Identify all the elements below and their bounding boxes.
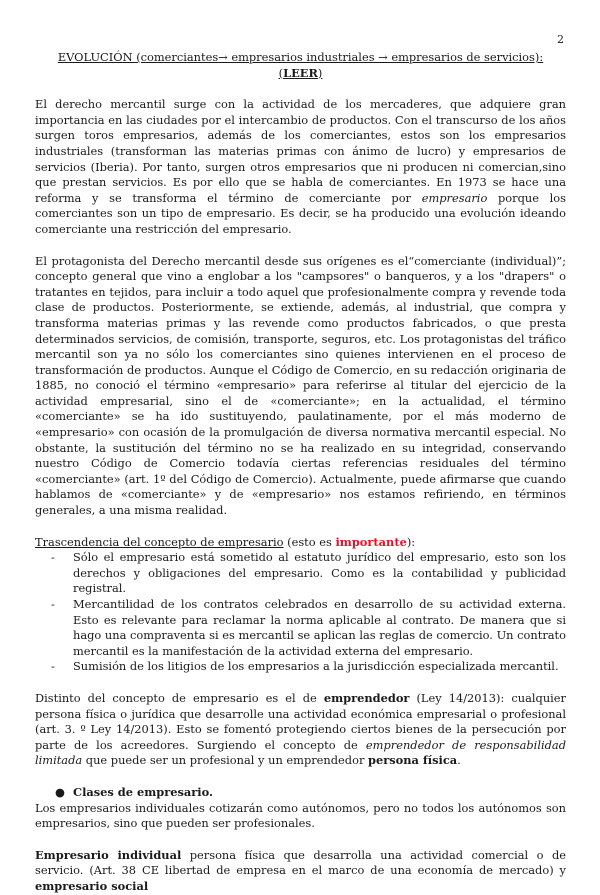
paragraph-protagonista: El protagonista del Derecho mercantil desde sus orígenes es el“comerciante (individual)”; concepto general que vino a englobar a los "campsores" o banqueros, y a los "drapers" o tratantes en tejidos, para incluir a todo aquel que profesionalmente compra y revende toda clase de productos. Posteriormente, se extiende, además, al industrial, que compra y transforma materias primas y las revende como productos fabricados, o que presta determinados servicios, de comisión, transporte, seguros, etc. Los protagonistas del tráfico mercantil son ya no sólo los comerciantes sino quienes intervienen en el proceso de transformación de productos. Aunque el Código de Comercio, en su redacción originaria de 1885, no conoció el término «empresario» para referirse al titular del ejercicio de la actividad empresarial, sino el de «comerciante»; en la actualidad, el término «comerciante» se ha ido sustituyendo, paulatinamente, por el más moderno de «empresario» con ocasión de la promulgación de diversa normativa mercantil especial. No obstante, la sustitución del término no se ha realizado en su integridad, conservando nuestro Código de Comercio todavía ciertas referencias residuales del término «comerciante» (art. 1º del Código de Comercio). Actualmente, puede afirmarse que cuando hablamos de «comerciante» y de «empresario» nos estamos refiriendo, en términos generales, a una misma realidad.	[35, 253, 566, 518]
p3-c: (Ley 14/2013): cualquier persona física o jurídica que desarrolle una actividad económica empresarial o profesional (art. 3. º Ley 14/2013). Esto se fomentó protegiendo ciertos bienes de la persecución por parte de los acreedores. Surgiendo el concepto de	[35, 690, 566, 752]
trascendencia-title: Trascendencia del concepto de empresario	[35, 534, 284, 549]
important-label: importante	[335, 534, 407, 549]
paragraph-clases: Los empresarios individuales cotizarán como autónomos, pero no todos los autónomos son empresarios, sino que pueden ser profesionales.	[35, 800, 566, 831]
p4-social: empresario social	[35, 878, 149, 893]
p1-text: El derecho mercantil surge con la actividad de los mercaderes, que adquiere gran importancia en las ciudades por el intercambio de productos. Con el transcurso de los años surgen toros empresarios, además de los comerciantes, estos son los empresarios industriales (transforman las materias primas con ánimo de lucro) y empresarios de servicios (Iberia). Por tanto, surgen otros empresarios que ni producen ni comercian,sino que prestan servicios. Es por ello que se habla de comerciantes. En 1973 se hace una reforma y se transforma el término de comerciante por	[35, 97, 566, 205]
p3-emprendedor: emprendedor	[323, 690, 410, 705]
title-end: )	[317, 65, 323, 80]
trascendencia-list	[35, 550, 566, 675]
trascendencia-end: ):	[406, 534, 416, 549]
clases-heading	[35, 785, 566, 801]
list-item: - Sólo el empresario está sometido al estatuto jurídico del empresario, esto son los derechos y obligaciones del empresario. Como es la contabilidad y publicidad registral.	[73, 550, 566, 597]
p1-em: empresario	[421, 190, 488, 205]
list-item: - Sumisión de los litigios de los empresarios a la jurisdicción especializada mercantil.	[73, 659, 566, 675]
p3-e: que puede ser un profesional y un emprendedor	[82, 753, 369, 768]
p4-individual: Empresario individual	[35, 847, 182, 862]
trascendencia-mid: (esto es	[283, 534, 336, 549]
p3-g: .	[457, 753, 461, 768]
document-content	[35, 50, 566, 895]
title-leer: LEER	[283, 65, 318, 80]
trascendencia-heading	[35, 535, 566, 551]
p3-persona-fisica: persona física	[368, 753, 458, 768]
page-number: 2	[557, 33, 564, 46]
list-item: - Mercantilidad de los contratos celebrados en desarrollo de su actividad externa. Esto es relevante para reclamar la norma aplicable al contrato. De manera que si hago una compraventa si es mercantil se aplican las reglas de comercio. Un contrato mercantil es la manifestación de la actividad externa del empresario.	[73, 597, 566, 659]
p4-b: persona física que desarrolla una actividad comercial o de servicio. (Art. 38 CE libertad de empresa en el marco de una economía de mercado) y	[35, 847, 566, 878]
section-title	[35, 50, 566, 81]
p3-a: Distinto del concepto de empresario es el de	[35, 690, 324, 705]
p1-end: porque los comerciantes son un tipo de empresario. Es decir, se ha producido una evolución ideando comerciante una restricción del empresario.	[35, 190, 566, 236]
title-main: EVOLUCIÓN (comerciantes→ empresarios industriales → empresarios de servicios): (	[57, 50, 544, 80]
paragraph-evolucion	[35, 97, 566, 237]
clases-title: Clases de empresario.	[73, 784, 213, 799]
paragraph-emprendedor	[35, 691, 566, 769]
bullet-icon: ●	[55, 784, 65, 799]
p3-erl: emprendedor de responsabilidad limitada	[35, 737, 566, 768]
paragraph-empresario-individual	[35, 848, 566, 895]
